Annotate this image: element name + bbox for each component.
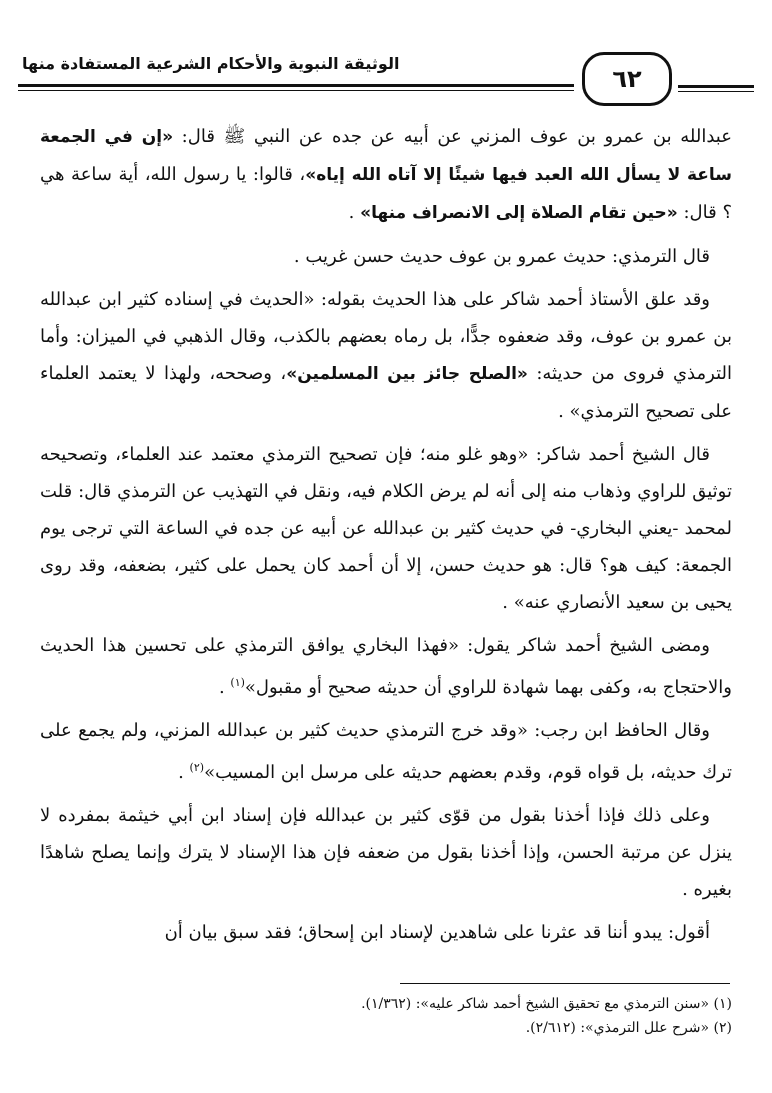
- body-text: [40, 118, 732, 957]
- header-rule: [18, 84, 574, 87]
- text-run: .: [218, 677, 231, 698]
- text-run: ، قالوا: يا رسول الله، أية ساعة هي ؟ قال:: [40, 164, 732, 223]
- page-number: ٦٢: [612, 65, 642, 93]
- quoted-hadith: «حين تقام الصلاة إلى الانصراف منها»: [360, 203, 678, 223]
- header-rule-right-thin: [678, 91, 754, 92]
- page-header: [18, 38, 754, 118]
- footnotes: [40, 992, 732, 1040]
- text-run: أقول: يبدو أننا قد عثرنا على شاهدين لإسناد ابن إسحاق؛ فقد سبق بيان أن: [164, 922, 710, 943]
- footnote-separator: [400, 983, 730, 984]
- paragraph: [40, 914, 732, 951]
- paragraph: [40, 118, 732, 232]
- page-number-badge: [582, 52, 672, 106]
- text-run: .: [348, 202, 361, 223]
- text-run: وقد علق الأستاذ أحمد شاكر على هذا الحديث بقوله: «الحديث في إسناده كثير ابن عبدالله بن عمرو بن عوف، وقد ضعفوه جدًّا، بل رماه بعضهم بالكذب، وقال الذهبي في الميزان: وأما الترمذي فروى من حديثه:: [40, 289, 732, 384]
- header-rule-right: [678, 85, 754, 88]
- paragraph: [40, 627, 732, 706]
- text-run: ومضى الشيخ أحمد شاكر يقول: «فهذا البخاري يوافق الترمذي على تحسين هذا الحديث والاحتجاج به، وكفى بهما شهادة للراوي أن حديثه صحيح أو مقبول»: [40, 635, 732, 698]
- text-run: ، وصححه، ولهذا لا يعتمد العلماء على تصحيح الترمذي» .: [40, 363, 732, 422]
- paragraph: [40, 797, 732, 908]
- paragraph: [40, 712, 732, 791]
- paragraph: [40, 238, 732, 275]
- footnote-ref: (١): [230, 676, 245, 689]
- text-run: وعلى ذلك فإذا أخذنا بقول من قوّى كثير بن عبدالله فإن إسناد ابن أبي خيثمة بمفرده لا ينزل عن مرتبة الحسن، وإذا أخذنا بقول من ضعفه فإن هذا الإسناد لا يترك وإنما يصلح شاهدًا بغيره .: [40, 805, 732, 900]
- text-run: قال الترمذي: حديث عمرو بن عوف حديث حسن غريب .: [293, 246, 710, 267]
- text-run: وقال الحافظ ابن رجب: «وقد خرج الترمذي حديث كثير بن عبدالله المزني، ولم يجمع على ترك حديثه، بل قواه قوم، وقدم بعضهم حديثه على مرسل ابن المسيب»: [40, 720, 732, 783]
- running-title: الوثيقة النبوية والأحكام الشرعية المستفادة منها: [22, 54, 400, 73]
- footnote-1: (١) «سنن الترمذي مع تحقيق الشيخ أحمد شاكر عليه»: (١/٣٦٢).: [361, 996, 732, 1012]
- text-run: عبدالله بن عمرو بن عوف المزني عن أبيه عن جده عن النبي ﷺ قال:: [173, 126, 732, 147]
- paragraph: [40, 436, 732, 621]
- footnote-ref: (٢): [189, 761, 205, 774]
- footnote-2: (٢) «شرح علل الترمذي»: (٢/٦١٢).: [525, 1020, 732, 1036]
- text-run: قال الشيخ أحمد شاكر: «وهو غلو منه؛ فإن تصحيح الترمذي معتمد عند العلماء، وتصحيحه توثيق للراوي وذهاب منه إلى أنه لم يرض الكلام فيه، ونقل في التهذيب عن الترمذي قال: قلت لمحمد -يعني البخاري- في حديث كثير بن عبدالله عن أبيه عن جده في الساعة التي ترجى يوم الجمعة: كيف هو؟ قال: هو حديث حسن، إلا أن أحمد كان يحمل على كثير، بضعفه، وقد روى يحيى بن سعيد الأنصاري عنه» .: [40, 444, 732, 613]
- text-run: .: [178, 762, 190, 783]
- quoted-hadith: «الصلح جائز بين المسلمين»: [286, 364, 528, 384]
- quoted-hadith: «إن في الجمعة ساعة لا يسأل الله العبد فيها شيئًا إلا آتاه الله إياه»: [40, 127, 732, 185]
- header-rule-thin: [18, 90, 574, 91]
- paragraph: [40, 281, 732, 430]
